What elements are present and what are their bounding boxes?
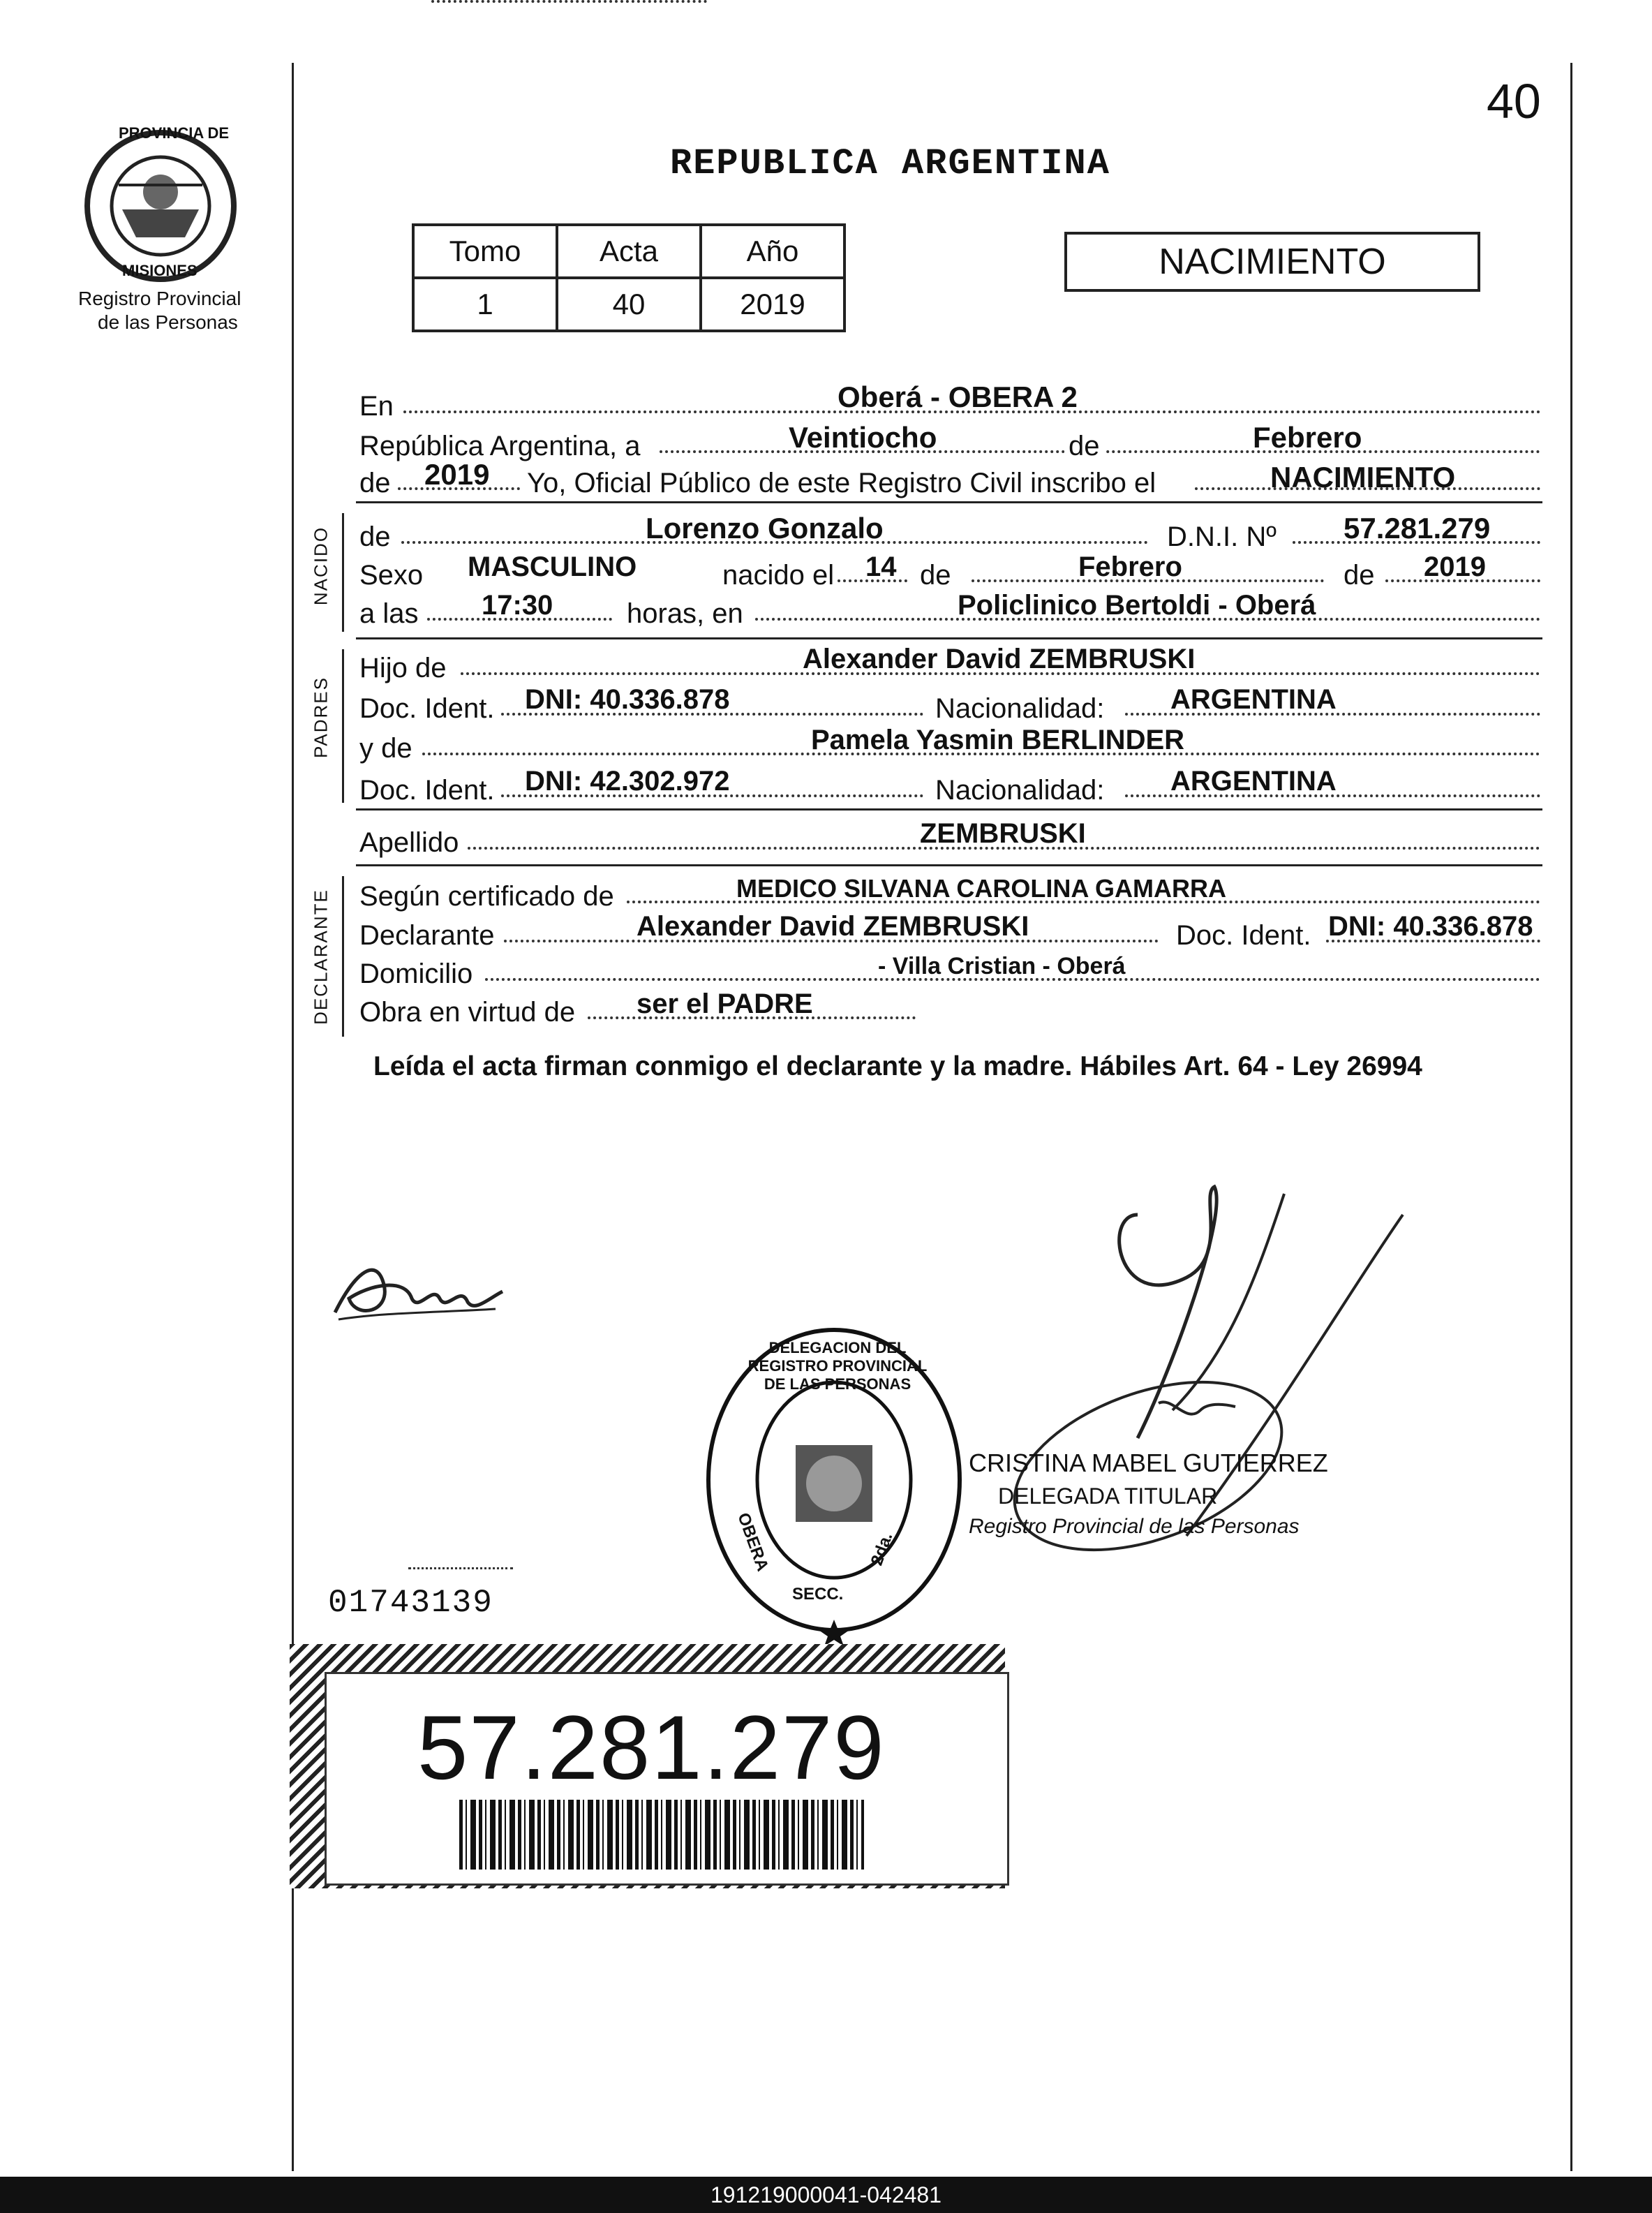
official-org: Registro Provincial de las Personas <box>969 1515 1300 1538</box>
domicilio-label: Domicilio <box>359 959 473 989</box>
section-divider <box>356 501 1542 503</box>
padres-side-label: PADRES <box>310 676 332 758</box>
child-dni: 57.281.279 <box>1344 512 1491 545</box>
stamp-inner-left: OBERA <box>734 1510 773 1574</box>
obra-label: Obra en virtud de <box>359 997 576 1028</box>
day-text: Veintiocho <box>789 421 937 454</box>
horas-label: horas, en <box>627 598 743 629</box>
declarante-value: Alexander David ZEMBRUSKI <box>637 911 1029 942</box>
barcode <box>459 1800 864 1870</box>
yo-text: Yo, Oficial Público de este Registro Civil inscribo el <box>527 468 1156 498</box>
y-de-label: y de <box>359 733 412 764</box>
official-role: DELEGADA TITULAR <box>998 1483 1218 1509</box>
section-divider <box>356 637 1542 639</box>
declarante-doc: DNI: 40.336.878 <box>1328 911 1533 942</box>
serial-number: 01743139 <box>328 1585 493 1621</box>
barcode-box <box>325 1672 1009 1886</box>
seal-text-top: PROVINCIA DE <box>119 124 230 142</box>
certificado-label: Según certificado de <box>359 881 614 912</box>
act-text: NACIMIENTO <box>1270 461 1456 494</box>
page-number: 40 <box>1487 74 1541 128</box>
table-header: Acta <box>557 225 701 278</box>
declarante-label: Declarante <box>359 920 495 951</box>
month-text: Febrero <box>1253 421 1362 454</box>
table-header: Año <box>701 225 844 278</box>
doc-label: Doc. Ident. <box>1176 920 1311 951</box>
closing-text: Leída el acta firman conmigo el declarante y la madre. Hábiles Art. 64 - Ley 26994 <box>373 1051 1422 1081</box>
en-label: En <box>359 391 394 422</box>
acta-table <box>412 223 846 332</box>
mother-doc: DNI: 42.302.972 <box>525 766 730 797</box>
father-nationality: ARGENTINA <box>1170 684 1337 715</box>
acta-value: 40 <box>557 278 701 331</box>
year-value: 2019 <box>701 278 844 331</box>
certificado-value: MEDICO SILVANA CAROLINA GAMARRA <box>736 874 1226 903</box>
father-name: Alexander David ZEMBRUSKI <box>803 644 1196 674</box>
padres-bracket <box>342 649 344 803</box>
doc-label: Doc. Ident. <box>359 775 495 806</box>
stamp-inner-right: 2da. <box>867 1530 897 1569</box>
footer-code: 191219000041-042481 <box>0 2177 1652 2213</box>
section-divider <box>356 808 1542 811</box>
child-name: Lorenzo Gonzalo <box>646 512 884 545</box>
official-name: CRISTINA MABEL GUTIERREZ <box>969 1449 1328 1477</box>
hijo-de-label: Hijo de <box>359 653 447 683</box>
nacionalidad-label: Nacionalidad: <box>935 775 1105 806</box>
domicilio-value: - Villa Cristian - Oberá <box>878 953 1126 979</box>
obra-value: ser el PADRE <box>637 989 813 1019</box>
a-las-label: a las <box>359 598 419 629</box>
birth-month: Febrero <box>1078 552 1182 582</box>
registry-name-line2: de las Personas <box>98 311 238 333</box>
page-title: REPUBLICA ARGENTINA <box>670 143 1110 184</box>
right-margin-line <box>1570 63 1572 2171</box>
sexo-value: MASCULINO <box>468 552 637 582</box>
tomo-value: 1 <box>413 278 557 331</box>
father-doc: DNI: 40.336.878 <box>525 684 730 715</box>
nacido-bracket <box>342 513 344 632</box>
dotted-line <box>408 1567 513 1569</box>
de-label: de <box>1344 560 1375 591</box>
registry-name-line1: Registro Provincial <box>78 288 241 309</box>
de2-label: de <box>359 468 391 498</box>
de-label: de <box>920 560 951 591</box>
apellido-value: ZEMBRUSKI <box>920 818 1086 849</box>
republica-label: República Argentina, a <box>359 431 641 461</box>
declarante-bracket <box>342 876 344 1037</box>
record-type-box: NACIMIENTO <box>1064 232 1480 292</box>
nacido-el-label: nacido el <box>722 560 835 591</box>
de-label: de <box>1064 431 1104 462</box>
nacido-side-label: NACIDO <box>310 526 332 606</box>
declarante-side-label: DECLARANTE <box>310 889 332 1025</box>
section-divider <box>356 864 1542 866</box>
year-text: 2019 <box>424 458 490 491</box>
barcode-number: 57.281.279 <box>417 1696 886 1798</box>
apellido-label: Apellido <box>359 827 459 858</box>
dotted-line <box>431 0 707 3</box>
de-label: de <box>359 521 391 552</box>
place-value: Oberá - OBERA 2 <box>838 380 1078 413</box>
mother-name: Pamela Yasmin BERLINDER <box>811 725 1185 755</box>
declarant-signature <box>328 1243 509 1333</box>
stamp-ring-text: DELEGACION DEL REGISTRO PROVINCIAL DE LAS PERSONAS <box>747 1339 928 1393</box>
stamp-inner-bottom: SECC. <box>792 1585 844 1604</box>
doc-label: Doc. Ident. <box>359 693 495 724</box>
birth-year: 2019 <box>1424 552 1486 582</box>
mother-nationality: ARGENTINA <box>1170 766 1337 797</box>
dotted-line <box>1326 940 1540 942</box>
dni-label: D.N.I. Nº <box>1167 521 1277 552</box>
sexo-label: Sexo <box>359 560 424 591</box>
birth-day: 14 <box>865 552 897 582</box>
birth-time: 17:30 <box>482 590 553 621</box>
seal-text-bottom: MISIONES <box>122 262 198 279</box>
nacionalidad-label: Nacionalidad: <box>935 693 1105 724</box>
table-header: Tomo <box>413 225 557 278</box>
birth-place: Policlinico Bertoldi - Oberá <box>958 590 1316 621</box>
